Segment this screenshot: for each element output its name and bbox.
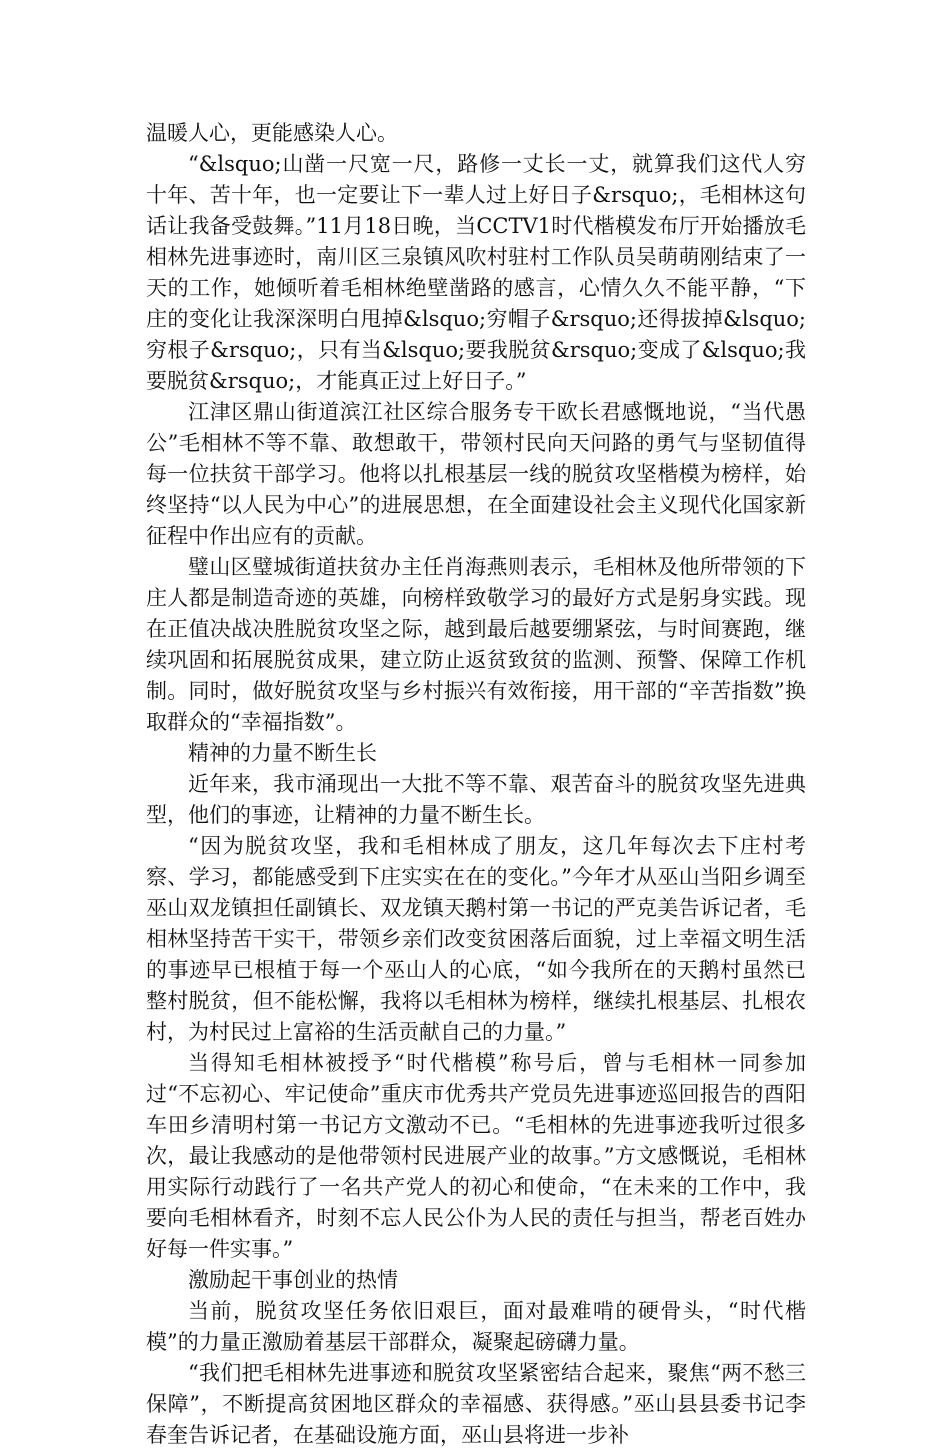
article-body <box>146 118 806 1451</box>
paragraph: 近年来，我市涌现出一大批不等不靠、艰苦奋斗的脱贫攻坚先进典型，他们的事迹，让精神的力量不断生长。 <box>146 772 806 827</box>
paragraph: 江津区鼎山街道滨江社区综合服务专干欧长君感慨地说，“当代愚公”毛相林不等不靠、敢想敢干，带领村民向天问路的勇气与坚韧值得每一位扶贫干部学习。他将以扎根基层一线的脱贫攻坚楷模为榜样，始终坚持“以人民为中心”的进展思想，在全面建设社会主义现代化国家新征程中作出应有的贡献。 <box>146 400 806 548</box>
paragraph: 璧山区璧城街道扶贫办主任肖海燕则表示，毛相林及他所带领的下庄人都是制造奇迹的英雄，向榜样致敬学习的最好方式是躬身实践。现在正值决战决胜脱贫攻坚之际，越到最后越要绷紧弦，与时间赛跑，继续巩固和拓展脱贫成果，建立防止返贫致贫的监测、预警、保障工作机制。同时，做好脱贫攻坚与乡村振兴有效衔接，用干部的“辛苦指数”换取群众的“幸福指数”。 <box>146 555 806 734</box>
paragraph: “因为脱贫攻坚，我和毛相林成了朋友，这几年每次去下庄村考察、学习，都能感受到下庄实实在在的变化。”今年才从巫山当阳乡调至巫山双龙镇担任副镇长、双龙镇天鹅村第一书记的严克美告诉记者，毛相林坚持苦干实干，带领乡亲们改变贫困落后面貌，过上幸福文明生活的事迹早已根植于每一个巫山人的心底，“如今我所在的天鹅村虽然已整村脱贫，但不能松懈，我将以毛相林为榜样，继续扎根基层、扎根农村，为村民过上富裕的生活贡献自己的力量。” <box>146 834 806 1044</box>
paragraph: 当前，脱贫攻坚任务依旧艰巨，面对最难啃的硬骨头，“时代楷模”的力量正激励着基层干部群众，凝聚起磅礴力量。 <box>146 1299 806 1354</box>
paragraph-continuation: 温暖人心，更能感染人心。 <box>146 121 398 145</box>
paragraph: “&lsquo;山凿一尺宽一尺，路修一丈长一丈，就算我们这代人穷十年、苦十年，也一定要让下一辈人过上好日子&rsquo;，毛相林这句话让我备受鼓舞。”11月18日晚，当CCTV1时代楷模发布厅开始播放毛相林先进事迹时，南川区三泉镇风吹村驻村工作队员吴萌萌刚结束了一天的工作，她倾听着毛相林绝壁凿路的感言，心情久久不能平静，“下庄的变化让我深深明白甩掉&lsquo;穷帽子&rsquo;还得拔掉&lsquo;穷根子&rsquo;，只有当&lsquo;要我脱贫&rsquo;变成了&lsquo;我要脱贫&rsquo;，才能真正过上好日子。” <box>146 152 806 393</box>
paragraph: 当得知毛相林被授予“时代楷模”称号后，曾与毛相林一同参加过“不忘初心、牢记使命”重庆市优秀共产党员先进事迹巡回报告的酉阳车田乡清明村第一书记方文激动不已。“毛相林的先进事迹我听过很多次，最让我感动的是他带领村民进展产业的故事。”方文感慨说，毛相林用实际行动践行了一名共产党人的初心和使命，“在未来的工作中，我要向毛相林看齐，时刻不忘人民公仆为人民的责任与担当，帮老百姓办好每一件实事。” <box>146 1051 806 1261</box>
paragraph: “我们把毛相林先进事迹和脱贫攻坚紧密结合起来，聚焦“两不愁三保障”，不断提高贫困地区群众的幸福感、获得感。”巫山县县委书记李春奎告诉记者，在基础设施方面，巫山县将进一步补 <box>146 1361 806 1447</box>
section-heading: 精神的力量不断生长 <box>188 741 377 765</box>
section-heading: 激励起干事创业的热情 <box>188 1268 398 1292</box>
